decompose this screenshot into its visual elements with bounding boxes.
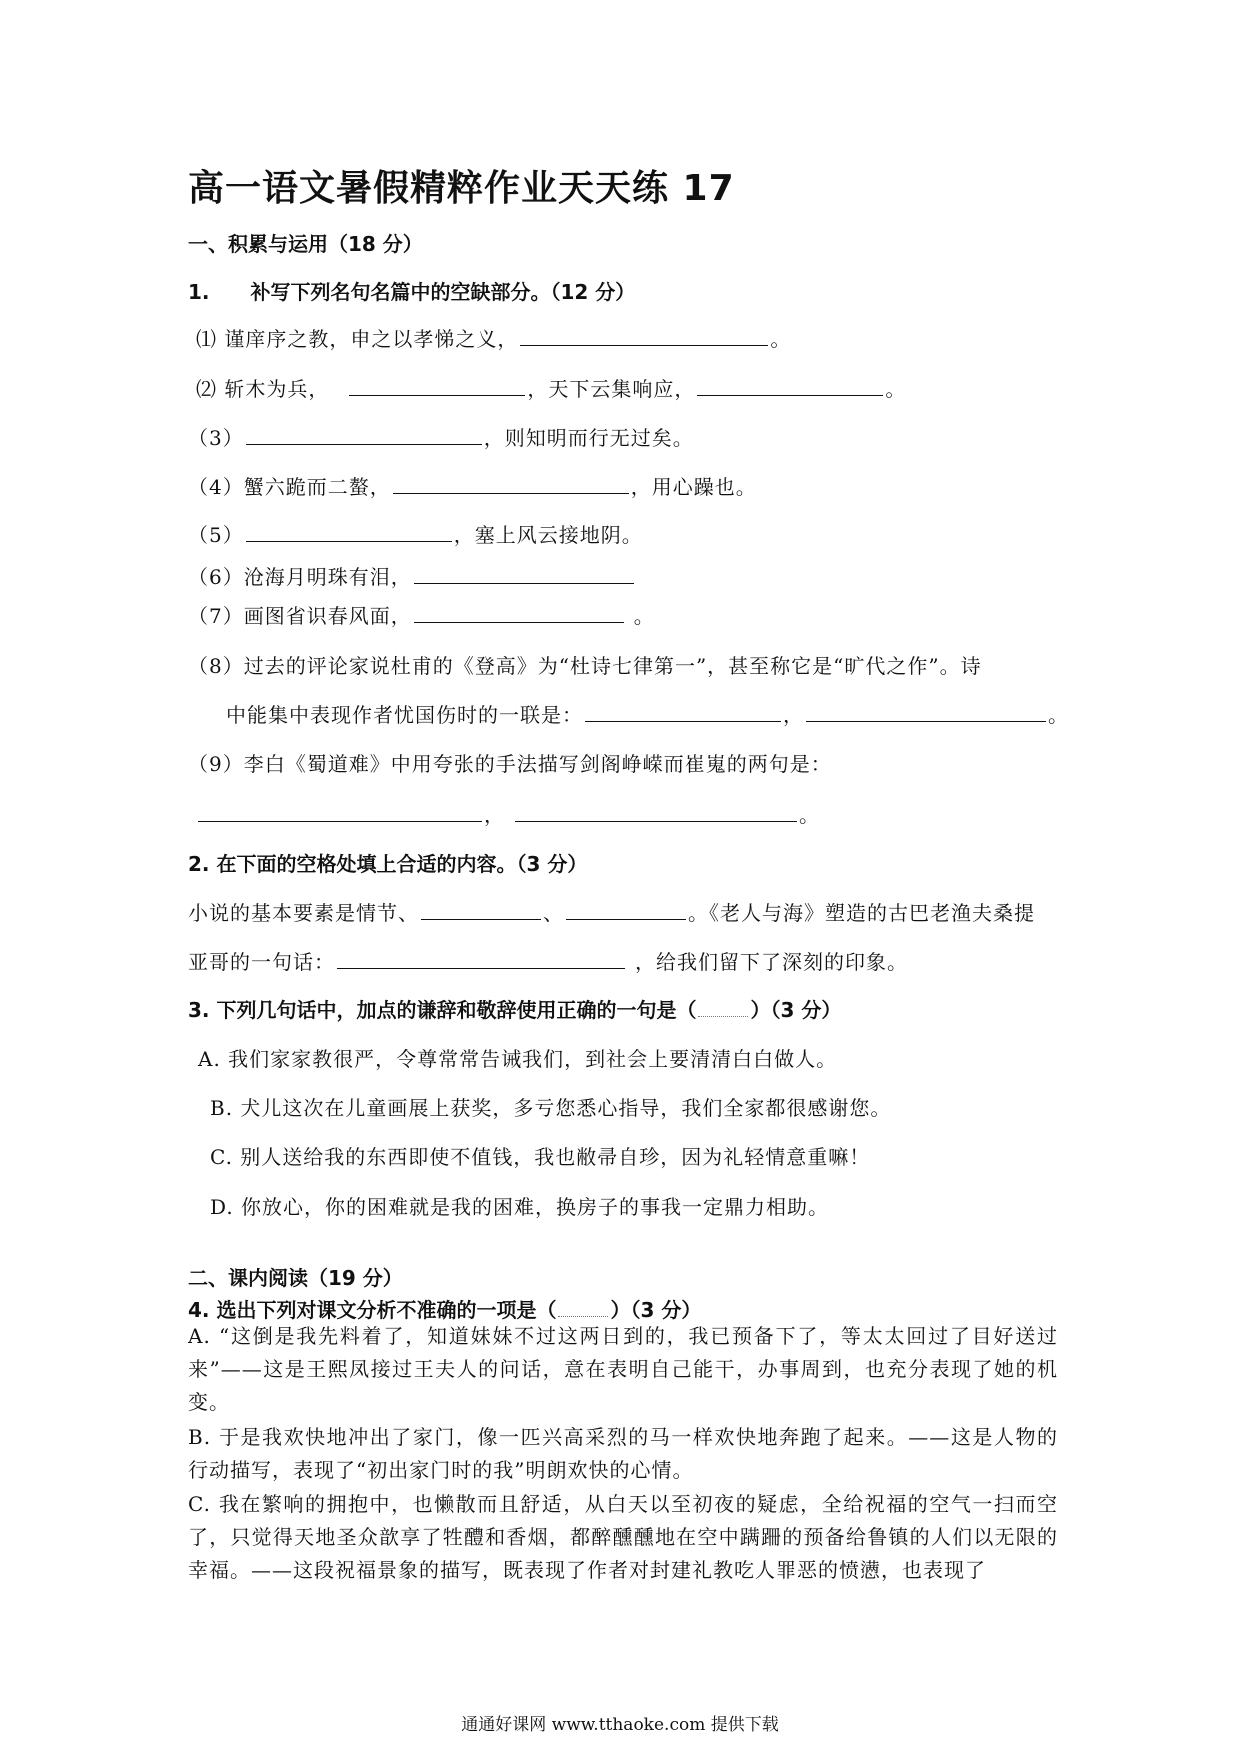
page-footer: 通通好课网 www.tthaoke.com 提供下载 — [461, 1715, 779, 1735]
q1-item-8-end: 。 — [1048, 703, 1069, 727]
q1-item-6 — [188, 561, 636, 590]
q2-line-1-end: 。《老人与海》塑造的古巴老渔夫桑提 — [688, 901, 1035, 925]
q1-item-2-blank-1[interactable] — [349, 377, 525, 396]
q2-blank-3[interactable] — [337, 950, 625, 969]
q4-answer-blank[interactable] — [558, 1302, 608, 1317]
q3-stem-text: 3. 下列几句话中，加点的谦辞和敬辞使用正确的一句是（ — [188, 998, 697, 1022]
question-2-stem: 2. 在下面的空格处填上合适的内容。（3 分） — [188, 852, 588, 876]
q1-item-1-text: ⑴ 谨庠序之教，申之以孝悌之义， — [196, 327, 519, 351]
q1-item-6-blank[interactable] — [414, 565, 634, 584]
q1-item-5-text: （5） — [188, 523, 244, 547]
q1-item-8-line-2 — [226, 699, 1069, 728]
q2-blank-2[interactable] — [566, 901, 686, 920]
q1-item-2-text: ⑵ 斩木为兵， — [196, 377, 330, 401]
q2-line-1-text: 小说的基本要素是情节、 — [188, 901, 419, 925]
q1-item-2-end: 。 — [885, 377, 907, 401]
q1-item-8-blank-2[interactable] — [806, 703, 1046, 722]
q3-option-a: A. 我们家家教很严，令尊常常告诫我们，到社会上要清清白白做人。 — [198, 1047, 838, 1071]
q3-option-c: C. 别人送给我的东西即使不值钱，我也敝帚自珍，因为礼轻情意重嘛！ — [210, 1145, 871, 1169]
q1-item-9-end: 。 — [799, 803, 820, 827]
q1-item-7-end: 。 — [633, 604, 655, 628]
q1-item-5-end: ，塞上风云接地阴。 — [453, 523, 643, 547]
q2-blank-1[interactable] — [421, 901, 541, 920]
q1-item-9-line-2 — [196, 799, 820, 828]
question-1-number: 1. — [188, 280, 210, 304]
q1-item-2-middle: ，天下云集响应， — [527, 377, 696, 401]
question-1-stem — [188, 276, 635, 305]
q1-item-4-text: （4）蟹六跪而二螯， — [188, 475, 391, 499]
q1-item-6-text: （6）沧海月明珠有泪， — [188, 565, 412, 589]
q1-item-5-blank[interactable] — [246, 523, 452, 542]
q1-item-4 — [188, 471, 757, 500]
q1-item-1-blank[interactable] — [520, 327, 768, 346]
q1-item-9-line-1: （9）李白《蜀道难》中用夸张的手法描写剑阁峥嵘而崔嵬的两句是： — [188, 752, 832, 776]
q1-item-8-middle: ， — [783, 703, 804, 727]
q2-line-1-middle: 、 — [543, 901, 564, 925]
q4-stem-end: ）（3 分） — [610, 1298, 702, 1322]
q1-item-8-blank-1[interactable] — [585, 703, 781, 722]
q4-option-a: A. “这倒是我先料着了，知道妹妹不过这两日到的，我已预备下了，等太太回过了目好送过来”——这是王熙凤接过王夫人的问话，意在表明自己能干，办事周到，也充分表现了她的机变。 — [188, 1324, 1058, 1414]
section-2-heading: 二、课内阅读（19 分） — [188, 1266, 403, 1290]
q1-item-8-line-1: （8）过去的评论家说杜甫的《登高》为“杜诗七律第一”，甚至称它是“旷代之作”。诗 — [188, 654, 982, 678]
q3-stem-end: ）（3 分） — [750, 998, 842, 1022]
q1-item-5 — [188, 519, 643, 548]
q4-option-b: B. 于是我欢快地冲出了家门，像一匹兴高采烈的马一样欢快地奔跑了起来。——这是人物的行动描写，表现了“初出家门时的我”明朗欢快的心情。 — [188, 1425, 1058, 1482]
q1-item-3-end: ，则知明而行无过矣。 — [483, 426, 694, 450]
q3-answer-blank[interactable] — [698, 1002, 748, 1017]
q2-line-2-text: 亚哥的一句话： — [188, 950, 335, 974]
q1-item-9-blank-2[interactable] — [515, 803, 797, 822]
q1-item-7-text: （7）画图省识春风面， — [188, 604, 412, 628]
q2-line-2 — [188, 946, 908, 975]
q1-item-7 — [188, 600, 655, 629]
q1-item-2 — [196, 373, 906, 402]
q1-item-8-text: 中能集中表现作者忧国伤时的一联是： — [226, 703, 583, 727]
q3-option-b: B. 犬儿这次在儿童画展上获奖，多亏您悉心指导，我们全家都很感谢您。 — [210, 1096, 892, 1120]
q3-option-d: D. 你放心，你的困难就是我的困难，换房子的事我一定鼎力相助。 — [210, 1195, 830, 1219]
section-1-heading: 一、积累与运用（18 分） — [188, 232, 423, 256]
q4-option-c: C. 我在繁响的拥抱中，也懒散而且舒适，从白天以至初夜的疑虑，全给祝福的空气一扫而空了，只觉得天地圣众歆享了牲醴和香烟，都醉醺醺地在空中蹒跚的预备给鲁镇的人们以无限的幸福。——这段祝福景象的描写，既表现了作者对封建礼教吃人罪恶的愤懑，也表现了 — [188, 1492, 1058, 1582]
q1-item-3 — [188, 422, 694, 451]
question-4-stem — [188, 1294, 701, 1323]
q1-item-4-end: ，用心躁也。 — [630, 475, 757, 499]
q1-item-1 — [196, 323, 791, 352]
q2-line-2-end: ，给我们留下了深刻的印象。 — [635, 950, 908, 974]
question-1-text: 补写下列名句名篇中的空缺部分。（12 分） — [250, 280, 636, 304]
q1-item-4-blank[interactable] — [393, 475, 629, 494]
question-3-stem — [188, 994, 841, 1023]
q4-stem-text: 4. 选出下列对课文分析不准确的一项是（ — [188, 1298, 557, 1322]
q1-item-7-blank[interactable] — [414, 604, 624, 623]
page-title: 高一语文暑假精粹作业天天练 17 — [188, 168, 735, 209]
q1-item-2-blank-2[interactable] — [697, 377, 883, 396]
q1-item-9-middle: ， — [484, 803, 505, 827]
q2-line-1 — [188, 897, 1035, 926]
q1-item-1-end: 。 — [770, 327, 792, 351]
q1-item-3-blank[interactable] — [246, 426, 482, 445]
q1-item-3-text: （3） — [188, 426, 244, 450]
q1-item-9-blank-1[interactable] — [198, 803, 482, 822]
